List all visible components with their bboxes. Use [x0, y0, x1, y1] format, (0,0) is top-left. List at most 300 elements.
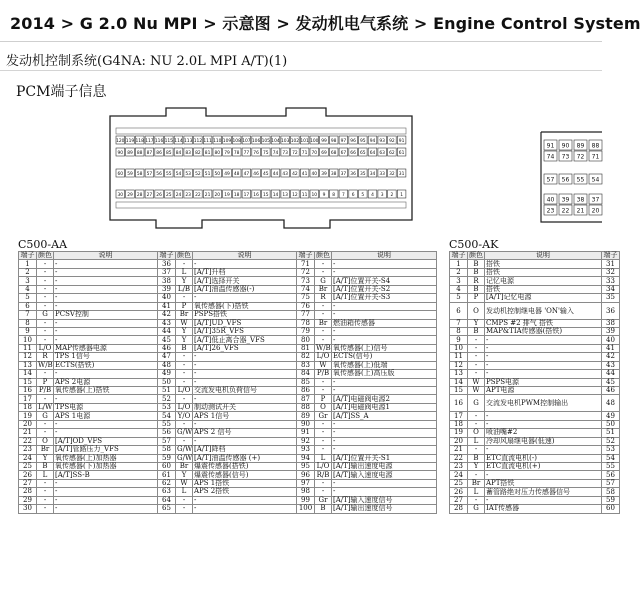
wire-color: G — [37, 412, 54, 420]
pin-description: - — [54, 370, 158, 378]
pin-description: [A/T]OD_VFS — [54, 437, 158, 445]
breadcrumb[interactable]: 2014 > G 2.0 Nu MPI > 示意图 > 发动机电气系统 > Engine Control System — [10, 14, 641, 33]
wire-color: Br — [176, 462, 193, 470]
pin-number: 45 — [602, 378, 620, 386]
pin-description: - — [332, 446, 437, 454]
wire-color: - — [176, 395, 193, 403]
page-subtitle: 发动机控制系统(G4NA: NU 2.0L MPI A/T)(1) — [6, 54, 288, 69]
pin-number: 56 — [158, 429, 176, 437]
table-row — [19, 387, 437, 395]
pin-label: 64 — [369, 151, 376, 157]
pin-label: 30 — [117, 193, 124, 199]
pin-label: 40 — [546, 196, 555, 204]
header-desc: 说明 — [485, 252, 602, 260]
pin-description: - — [193, 437, 297, 445]
table-row — [19, 277, 437, 285]
pin-number: 7 — [19, 311, 37, 319]
pin-description: - — [193, 361, 297, 369]
pin-number: 23 — [19, 446, 37, 454]
pin-label: 21 — [576, 207, 585, 215]
pin-number: 61 — [158, 471, 176, 479]
pin-number: 96 — [297, 471, 315, 479]
pin-number: 9 — [19, 327, 37, 335]
pin-number: 24 — [450, 471, 468, 479]
pin-number: 22 — [450, 454, 468, 462]
pin-number: 2 — [19, 268, 37, 276]
pin-label: 71 — [591, 153, 600, 161]
pin-description: - — [332, 260, 437, 268]
pin-description: [A/T]记忆电源 — [485, 294, 602, 302]
pin-label: 85 — [166, 151, 172, 157]
pin-label: 44 — [272, 172, 279, 178]
pin-label: 22 — [561, 207, 570, 215]
wire-color: - — [176, 378, 193, 386]
pin-label: 21 — [204, 193, 211, 199]
pin-description: - — [193, 496, 297, 504]
wire-color: Br — [468, 479, 485, 487]
pin-label: 103 — [281, 139, 290, 145]
wire-color: P — [315, 395, 332, 403]
pin-description: - — [193, 370, 297, 378]
pin-label: 102 — [290, 139, 300, 145]
pin-label: 3 — [380, 193, 384, 199]
pin-label: 62 — [389, 151, 395, 157]
wire-color: L — [37, 471, 54, 479]
pin-description: 氧传感器(下)加热器 — [54, 462, 158, 470]
wire-color: G — [315, 277, 332, 285]
pin-number: 87 — [297, 395, 315, 403]
wire-color: L — [468, 437, 485, 445]
wire-color: B — [176, 344, 193, 352]
pin-description: 爆震传感器(搭铁) — [193, 462, 297, 470]
pin-description: [A/T]35R_VFS — [193, 327, 297, 335]
pin-number: 33 — [602, 277, 620, 285]
wire-color: - — [37, 285, 54, 293]
pin-number: 53 — [602, 446, 620, 454]
pin-description: - — [54, 505, 158, 513]
pin-number: 49 — [158, 370, 176, 378]
connector-ak-label: C500-AK — [449, 238, 499, 251]
pin-description: APS 1搭铁 — [193, 479, 297, 487]
header-color: 颜色 — [38, 251, 52, 260]
pin-description: PCSV控制 — [54, 311, 158, 319]
pin-label: 45 — [263, 172, 269, 178]
table-row — [450, 327, 620, 335]
pin-label: 88 — [136, 151, 143, 157]
pin-description: - — [54, 420, 158, 428]
pin-label: 69 — [321, 151, 327, 157]
wire-color: - — [468, 361, 485, 369]
pin-description: [A/T]输入速度信号 — [332, 496, 437, 504]
pin-label: 65 — [360, 151, 366, 157]
header-color: 颜色 — [177, 251, 191, 260]
pin-number: 71 — [297, 260, 315, 268]
pin-number: 57 — [158, 437, 176, 445]
header-desc: 说明 — [193, 252, 297, 260]
pin-number: 56 — [602, 471, 620, 479]
pin-number: 84 — [297, 370, 315, 378]
pin-label: 79 — [224, 151, 230, 157]
pin-description: 交流发电机负荷信号 — [193, 387, 297, 395]
pin-number: 44 — [158, 327, 176, 335]
pin-description: 氧传感器(上)低端 — [332, 361, 437, 369]
pin-label: 35 — [360, 172, 366, 178]
pin-label: 90 — [117, 151, 124, 157]
pin-description: [A/T]升档 — [193, 268, 297, 276]
wire-color: G/W — [177, 453, 193, 462]
pin-label: 119 — [125, 139, 135, 145]
pin-label: 110 — [213, 139, 222, 145]
pin-number: 39 — [602, 327, 620, 335]
pin-label: 95 — [360, 139, 366, 145]
pin-number: 92 — [297, 437, 315, 445]
pin-number: 26 — [19, 471, 37, 479]
pin-number: 13 — [450, 370, 468, 378]
table-row — [19, 311, 437, 319]
wire-color: - — [468, 353, 485, 361]
pin-description: - — [485, 361, 602, 369]
pin-label: 73 — [561, 153, 570, 161]
pin-label: 74 — [546, 153, 555, 161]
pin-table-ak — [449, 251, 620, 514]
pin-label: 94 — [369, 139, 376, 145]
wire-color: - — [176, 420, 193, 428]
pin-label: 109 — [222, 139, 232, 145]
pin-description: IAT传感器 — [485, 505, 602, 513]
pin-description: - — [54, 285, 158, 293]
pin-description: - — [485, 336, 602, 344]
pin-label: 20 — [591, 207, 600, 215]
pin-label: 112 — [193, 139, 203, 145]
table-row — [450, 446, 620, 454]
header-pin: 端子 — [603, 251, 618, 260]
pin-label: 16 — [253, 193, 259, 199]
wire-color: - — [315, 336, 332, 344]
pin-label: 42 — [292, 172, 298, 178]
header-desc: 说明 — [54, 252, 158, 260]
pin-description: - — [332, 420, 437, 428]
pin-number: 100 — [297, 505, 315, 513]
pin-description: - — [54, 260, 158, 268]
pin-label: 50 — [214, 172, 221, 178]
pin-number: 44 — [602, 370, 620, 378]
pin-label: 97 — [340, 139, 347, 145]
pin-description: - — [54, 395, 158, 403]
pin-number: 41 — [602, 344, 620, 352]
pin-label: 60 — [117, 172, 124, 178]
pin-description: APS 2电源 — [54, 378, 158, 386]
pin-number: 52 — [602, 437, 620, 445]
pin-number: 29 — [19, 496, 37, 504]
pin-number: 31 — [602, 260, 620, 268]
wire-color: Y — [176, 327, 193, 335]
wire-color: B — [37, 462, 54, 470]
header-pin: 端子 — [159, 251, 174, 260]
pin-description: [A/T]选择开关 — [193, 277, 297, 285]
pin-label: 4 — [371, 193, 374, 199]
pin-number: 28 — [19, 488, 37, 496]
pin-label: 32 — [389, 172, 395, 178]
pin-label: 27 — [146, 193, 153, 199]
pin-label: 23 — [546, 207, 555, 215]
pin-description: ECTS(搭铁) — [54, 361, 158, 369]
pin-label: 115 — [164, 139, 173, 145]
wire-color: - — [468, 370, 485, 378]
pin-description: 制动测试开关 — [193, 403, 297, 411]
pin-label: 5 — [361, 193, 365, 199]
pin-description: 记忆电源 — [485, 277, 602, 285]
pin-description: - — [54, 302, 158, 310]
pin-label: 90 — [561, 142, 570, 150]
pin-number: 77 — [297, 311, 315, 319]
pin-description: PSPS搭铁 — [193, 311, 297, 319]
pin-label: 54 — [591, 176, 600, 184]
wire-color: - — [37, 319, 54, 327]
pin-description: - — [485, 496, 602, 504]
pin-label: 91 — [546, 142, 555, 150]
wire-color: W — [176, 319, 193, 327]
pin-label: 84 — [175, 151, 182, 157]
pin-number: 20 — [450, 437, 468, 445]
pin-label: 96 — [350, 139, 356, 145]
pin-label: 72 — [576, 153, 585, 161]
pin-description: MAP&TIA传感器(搭铁) — [485, 327, 602, 335]
pin-description: ETC直流电机(-) — [485, 454, 602, 462]
wire-color: L/O — [315, 353, 332, 361]
pin-description: 燃油箱传感器 — [332, 319, 437, 327]
wire-color: W — [468, 387, 485, 395]
wire-color: Y — [176, 471, 193, 479]
wire-color: - — [468, 336, 485, 344]
pin-label: 76 — [253, 151, 259, 157]
pin-number: 54 — [158, 412, 176, 420]
pin-label: 116 — [154, 139, 164, 145]
pin-description: TPS 1信号 — [54, 353, 158, 361]
wire-color: - — [176, 437, 193, 445]
wire-color: - — [176, 294, 193, 302]
pin-number: 7 — [450, 319, 468, 327]
pin-label: 104 — [271, 139, 280, 145]
wire-color: Br — [315, 285, 332, 293]
pin-description: - — [193, 420, 297, 428]
pin-number: 52 — [158, 395, 176, 403]
pin-label: 118 — [135, 139, 144, 145]
pin-number: 4 — [450, 285, 468, 293]
pin-label: 1 — [400, 193, 403, 199]
pin-label: 33 — [379, 172, 385, 178]
pin-description: - — [54, 479, 158, 487]
pin-label: 111 — [203, 139, 212, 145]
pin-description: CMPS #2 排气 搭铁 — [485, 319, 602, 327]
pin-number: 78 — [297, 319, 315, 327]
pin-label: 77 — [243, 151, 250, 157]
pin-label: 114 — [174, 139, 183, 145]
pin-description: [A/T]SS_A — [332, 412, 437, 420]
wire-color: W — [315, 361, 332, 369]
pin-description: 氧传感器(下)搭铁 — [193, 302, 297, 310]
pin-number: 94 — [297, 454, 315, 462]
pin-label: 81 — [204, 151, 211, 157]
pin-label: 26 — [156, 193, 162, 199]
header-color: 颜色 — [469, 251, 483, 260]
pin-label: 24 — [175, 193, 182, 199]
pin-number: 22 — [19, 437, 37, 445]
pin-number: 81 — [297, 344, 315, 352]
wire-color: - — [176, 370, 193, 378]
pin-number: 10 — [19, 336, 37, 344]
pin-label: 54 — [175, 172, 182, 178]
wire-color: P — [176, 302, 193, 310]
pin-number: 25 — [19, 462, 37, 470]
wire-color: W — [468, 378, 485, 386]
pin-number: 21 — [450, 446, 468, 454]
pin-number: 24 — [19, 454, 37, 462]
pin-label: 101 — [300, 139, 309, 145]
pin-label: 73 — [282, 151, 288, 157]
wire-color: - — [176, 361, 193, 369]
wire-color: - — [468, 420, 485, 428]
pin-label: 93 — [379, 139, 385, 145]
table-row — [19, 370, 437, 378]
pin-number: 43 — [158, 319, 176, 327]
pin-description: [A/T]低止离合器_VFS — [193, 336, 297, 344]
pin-description: - — [332, 429, 437, 437]
pin-description: 爆震传感器(信号) — [193, 471, 297, 479]
pin-description: - — [485, 420, 602, 428]
pin-label: 86 — [156, 151, 162, 157]
pin-label: 57 — [546, 176, 555, 184]
pin-description: - — [193, 260, 297, 268]
wire-color: L — [315, 454, 332, 462]
wire-color: L/O — [176, 387, 193, 395]
pin-label: 43 — [282, 172, 288, 178]
wire-color: O — [468, 429, 485, 437]
pin-number: 32 — [602, 268, 620, 276]
pin-description: - — [485, 446, 602, 454]
pin-label: 38 — [576, 196, 585, 204]
pin-number: 27 — [19, 479, 37, 487]
pin-label: 120 — [116, 139, 125, 145]
pin-description: 氧传感器(上)加热器 — [54, 454, 158, 462]
header-color: 颜色 — [316, 251, 330, 260]
wire-color: G/W — [177, 445, 193, 454]
pin-label: 49 — [224, 172, 230, 178]
pin-number: 91 — [297, 429, 315, 437]
pin-label: 106 — [251, 139, 261, 145]
pin-number: 14 — [450, 378, 468, 386]
pin-description: PSPS电源 — [485, 378, 602, 386]
table-row — [19, 505, 437, 513]
wire-color: - — [37, 496, 54, 504]
wire-color: - — [176, 353, 193, 361]
pin-number: 73 — [297, 277, 315, 285]
table-row — [450, 277, 620, 285]
wire-color: P — [468, 294, 485, 302]
pin-description: 蓄管路绝对压力传感器信号 — [485, 488, 602, 496]
pin-number: 1 — [450, 260, 468, 268]
table-row — [19, 353, 437, 361]
pin-number: 17 — [19, 395, 37, 403]
pin-description: [A/T]位置开关-S3 — [332, 294, 437, 302]
wire-color: - — [176, 260, 193, 268]
pin-number: 23 — [450, 462, 468, 470]
pin-number: 16 — [450, 395, 468, 412]
pin-label: 56 — [561, 176, 570, 184]
pin-label: 10 — [311, 193, 318, 199]
table-row — [450, 505, 620, 513]
table-body — [19, 260, 437, 513]
pin-description: - — [332, 336, 437, 344]
pin-label: 19 — [224, 193, 230, 199]
pin-number: 25 — [450, 479, 468, 487]
pin-label: 8 — [332, 193, 336, 199]
pin-number: 36 — [602, 302, 620, 319]
pin-label: 57 — [146, 172, 153, 178]
pin-description: - — [332, 327, 437, 335]
pin-number: 64 — [158, 496, 176, 504]
pin-number: 41 — [158, 302, 176, 310]
header-pin: 端子 — [298, 251, 313, 260]
pin-description: [A/T]降档 — [193, 446, 297, 454]
table-row — [19, 446, 437, 454]
pin-number: 58 — [602, 488, 620, 496]
pin-description: - — [485, 471, 602, 479]
pin-label: 59 — [127, 172, 133, 178]
wire-color: B — [315, 505, 332, 513]
table-row — [19, 268, 437, 276]
wire-color: Br — [176, 311, 193, 319]
pin-number: 26 — [450, 488, 468, 496]
pin-number: 8 — [19, 319, 37, 327]
pin-description: [A/T]油温传感器(-) — [193, 285, 297, 293]
pin-number: 48 — [158, 361, 176, 369]
pin-description: 发动机控制继电器 'ON'输入 — [485, 302, 602, 319]
pin-number: 5 — [19, 294, 37, 302]
pin-number: 54 — [602, 454, 620, 462]
pin-number: 34 — [602, 285, 620, 293]
table-body — [450, 260, 620, 513]
pin-number: 60 — [158, 462, 176, 470]
pin-label: 9 — [322, 193, 326, 199]
pin-number: 17 — [450, 412, 468, 420]
pin-number: 89 — [297, 412, 315, 420]
pin-number: 48 — [602, 395, 620, 412]
pin-description: - — [332, 488, 437, 496]
pin-label: 29 — [127, 193, 133, 199]
wire-color: R — [315, 294, 332, 302]
pin-label: 71 — [301, 151, 308, 157]
pin-table-aa — [18, 251, 437, 514]
wire-color: R — [37, 353, 54, 361]
pin-number: 39 — [158, 285, 176, 293]
wire-color: - — [315, 260, 332, 268]
pin-description: TPS电源 — [54, 403, 158, 411]
pin-number: 18 — [19, 403, 37, 411]
pin-description: - — [332, 437, 437, 445]
pin-label: 92 — [389, 139, 395, 145]
pin-number: 20 — [19, 420, 37, 428]
pin-label: 28 — [136, 193, 143, 199]
pin-number: 28 — [450, 505, 468, 513]
pin-label: 107 — [242, 139, 251, 145]
pin-number: 51 — [158, 387, 176, 395]
pin-label: 15 — [263, 193, 269, 199]
pin-description: APS 2搭铁 — [193, 488, 297, 496]
pin-number: 35 — [602, 294, 620, 302]
wire-color: O — [468, 302, 485, 319]
table-row — [450, 395, 620, 412]
pin-label: 12 — [292, 193, 298, 199]
